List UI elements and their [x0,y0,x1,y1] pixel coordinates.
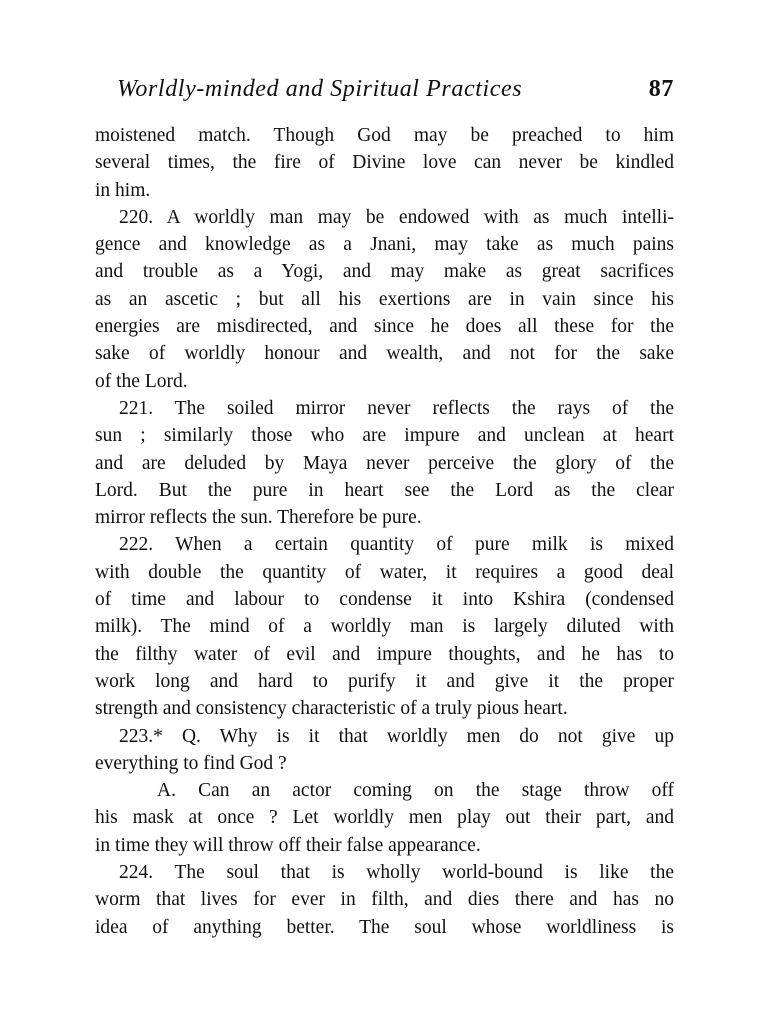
text-line: everything to find God ? [95,752,287,774]
text-line: sun ; similarly those who are impure and unclean at heart [95,425,674,447]
text-line: with double the quantity of water, it requires a good deal [95,561,674,583]
text-line: Lord. But the pure in heart see the Lord as the clear [95,479,674,501]
text-line: of the Lord. [95,370,188,392]
paragraph-223-answer-line: A. Can an actor coming on the stage throw off [157,780,674,802]
text-line: gence and knowledge as a Jnani, may take as much pains [95,234,674,256]
text-line: his mask at once ? Let worldly men play out their part, and [95,807,674,829]
text-line: work long and hard to purify it and give it the proper [95,670,674,692]
text-line: moistened match. Though God may be preached to him [95,125,674,146]
page-number: 87 [648,76,674,102]
text-line: mirror reflects the sun. Therefore be pure. [95,507,422,529]
text-line: and trouble as a Yogi, and may make as great sacrifices [95,261,674,283]
text-line: strength and consistency characteristic of a truly pious heart. [95,698,568,720]
text-line: in him. [95,179,151,201]
text-line: as an ascetic ; but all his exertions are in vain since his [95,288,674,310]
book-page [95,76,674,941]
paragraph-220-first-line: 220. A worldly man may be endowed with as much intelli- [119,206,674,228]
paragraph-221-first-line: 221. The soiled mirror never reflects the rays of the [119,397,674,419]
text-line: and are deluded by Maya never perceive the glory of the [95,452,674,474]
text-line: sake of worldly honour and wealth, and not for the sake [95,343,674,365]
text-line: the filthy water of evil and impure thoughts, and he has to [95,643,674,665]
body-text [95,122,674,941]
running-header-title: Worldly-minded and Spiritual Practices [117,76,523,102]
text-line: energies are misdirected, and since he does all these for the [95,316,674,338]
paragraph-224-first-line: 224. The soul that is wholly world-bound is like the [119,862,674,884]
text-line: idea of anything better. The soul whose worldliness is [95,916,674,938]
text-line: in time they will throw off their false appearance. [95,834,481,856]
running-header [117,76,674,106]
paragraph-223-question-line: 223.* Q. Why is it that worldly men do not give up [119,725,674,747]
text-line: several times, the fire of Divine love can never be kindled [95,152,674,174]
text-line: of time and labour to condense it into Kshira (condensed [95,589,674,611]
text-line: milk). The mind of a worldly man is largely diluted with [95,616,674,638]
paragraph-222-first-line: 222. When a certain quantity of pure milk is mixed [119,534,674,556]
text-line: worm that lives for ever in filth, and dies there and has no [95,889,674,911]
